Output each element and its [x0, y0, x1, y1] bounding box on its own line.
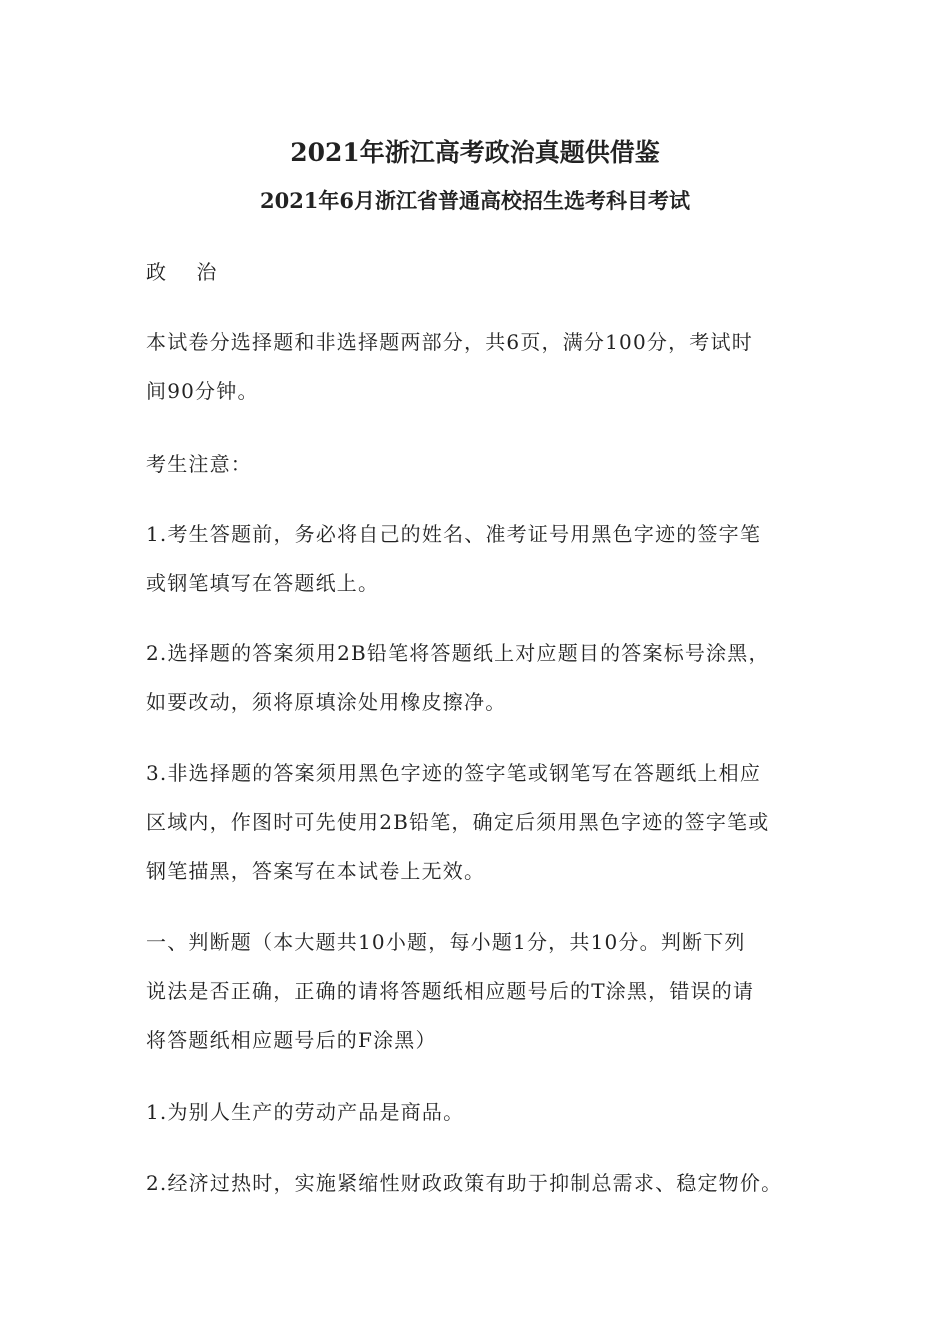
notice-item: 3.非选择题的答案须用黑色字迹的签字笔或钢笔写在答题纸上相应	[146, 761, 762, 785]
intro-line: 本试卷分选择题和非选择题两部分，共6页，满分100分，考试时	[146, 330, 753, 354]
notice-heading: 考生注意：	[146, 452, 252, 476]
notice-item: 或钢笔填写在答题纸上。	[146, 571, 380, 595]
document-subtitle: 2021年6月浙江省普通高校招生选考科目考试	[259, 188, 691, 213]
notice-item: 钢笔描黑，答案写在本试卷上无效。	[146, 859, 486, 883]
section-heading: 说法是否正确，正确的请将答题纸相应题号后的T涂黑，错误的请	[146, 979, 755, 1003]
section-heading: 将答题纸相应题号后的F涂黑）	[146, 1028, 437, 1052]
question-item: 1.为别人生产的劳动产品是商品。	[146, 1100, 465, 1124]
section-heading: 一、判断题（本大题共10小题，每小题1分，共10分。判断下列	[146, 930, 746, 954]
subject-label: 政 治	[146, 260, 229, 284]
notice-item: 1.考生答题前，务必将自己的姓名、准考证号用黑色字迹的签字笔	[146, 522, 762, 546]
intro-line: 间90分钟。	[146, 379, 259, 403]
question-item: 2.经济过热时，实施紧缩性财政政策有助于抑制总需求、稳定物价。	[146, 1171, 783, 1195]
document-title: 2021年浙江高考政治真题供借鉴	[290, 138, 660, 167]
notice-item: 2.选择题的答案须用2B铅笔将答题纸上对应题目的答案标号涂黑，	[146, 641, 770, 665]
notice-item: 如要改动，须将原填涂处用橡皮擦净。	[146, 690, 507, 714]
notice-item: 区域内，作图时可先使用2B铅笔，确定后须用黑色字迹的签字笔或	[146, 810, 770, 834]
